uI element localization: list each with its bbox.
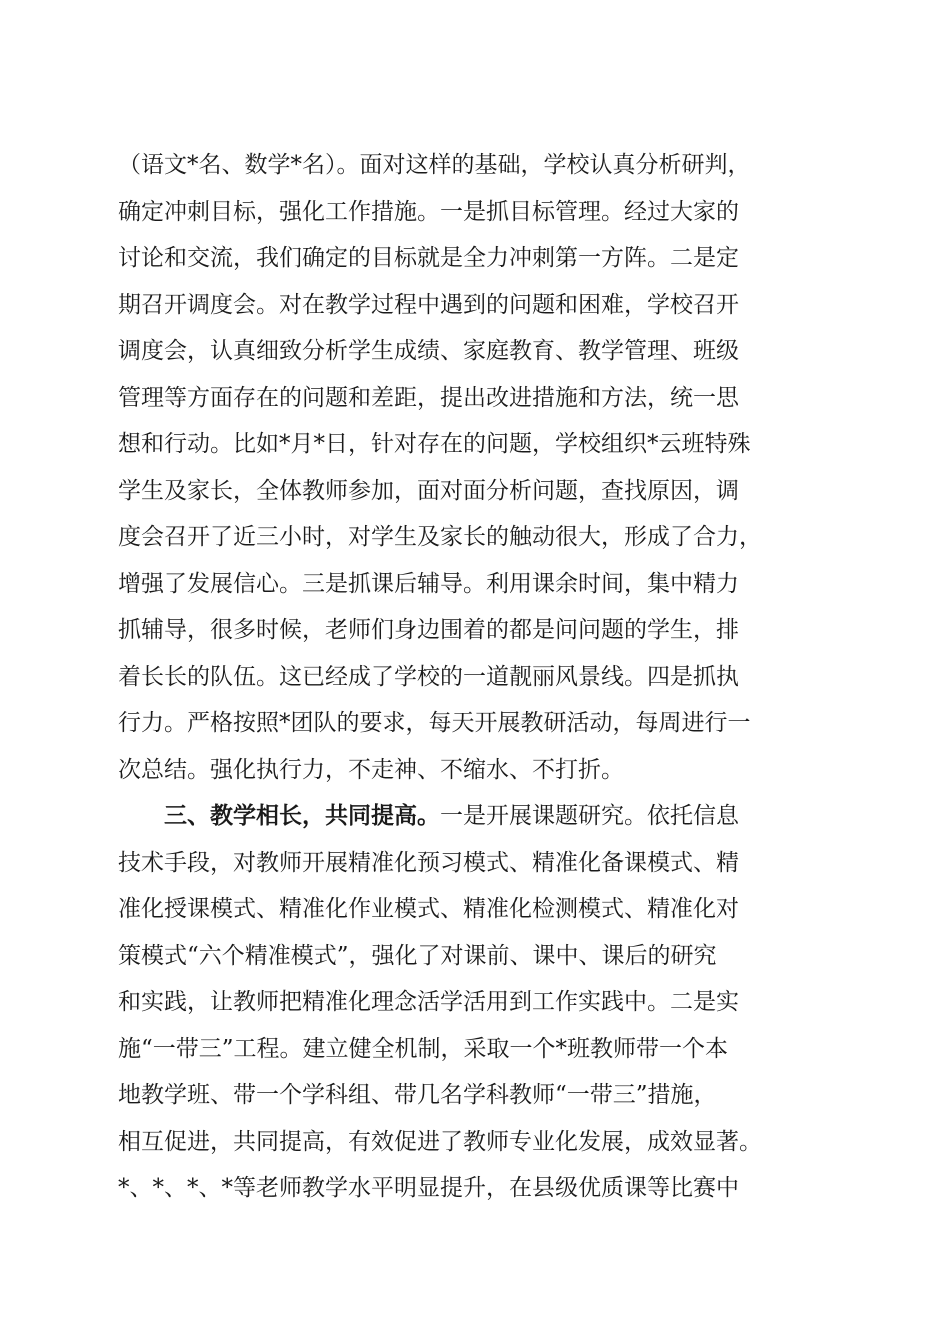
text-line: 管理等方面存在的问题和差距，提出改进措施和方法，统一思 xyxy=(118,384,739,411)
text-line: 相互促进，共同提高，有效促进了教师专业化发展，成效显著。 xyxy=(118,1128,762,1155)
text-line: 想和行动。比如*月*日，针对存在的问题，学校组织*云班特殊 xyxy=(118,431,751,457)
text-line: 行力。严格按照*团队的要求，每天开展教研活动，每周进行一 xyxy=(118,710,751,736)
text-line: 学生及家长，全体教师参加，面对面分析问题，查找原因，调 xyxy=(118,477,739,504)
text-line: 增强了发展信心。三是抓课后辅导。利用课余时间，集中精力 xyxy=(118,570,739,597)
text-line: （语文*名、数学*名）。面对这样的基础，学校认真分析研判， xyxy=(118,152,751,178)
text-line: 技术手段，对教师开展精准化预习模式、精准化备课模式、精 xyxy=(118,849,739,876)
text-line: *、*、*、*等老师教学水平明显提升，在县级优质课等比赛中 xyxy=(118,1175,739,1201)
text-line: 次总结。强化执行力，不走神、不缩水、不打折。 xyxy=(118,756,624,783)
section-heading: 三、教学相长，共同提高。 xyxy=(164,803,440,829)
text-line: 期召开调度会。对在教学过程中遇到的问题和困难，学校召开 xyxy=(118,291,739,318)
text-line: 度会召开了近三小时，对学生及家长的触动很大，形成了合力， xyxy=(118,524,762,550)
document-body xyxy=(118,142,838,1212)
text-line: 和实践，让教师把精准化理念活学活用到工作实践中。二是实 xyxy=(118,989,739,1015)
text-line: 施“一带三”工程。建立健全机制，采取一个*班教师带一个本 xyxy=(118,1035,729,1062)
text-line: 策模式“六个精准模式”，强化了对课前、课中、课后的研究 xyxy=(118,942,717,969)
text-line: 地教学班、带一个学科组、带几名学科教师“一带三”措施， xyxy=(118,1082,717,1108)
text-line: 讨论和交流，我们确定的目标就是全力冲刺第一方阵。二是定 xyxy=(118,245,739,271)
section-3-first-line-text: 一是开展课题研究。依托信息 xyxy=(440,803,739,829)
text-line: 着长长的队伍。这已经成了学校的一道靓丽风景线。四是抓执 xyxy=(118,663,739,690)
text-line: 确定冲刺目标，强化工作措施。一是抓目标管理。经过大家的 xyxy=(118,198,739,225)
text-line: 准化授课模式、精准化作业模式、精准化检测模式、精准化对 xyxy=(118,896,739,922)
text-line: 调度会，认真细致分析学生成绩、家庭教育、教学管理、班级 xyxy=(118,338,739,364)
section-3-first-line xyxy=(118,793,838,840)
section-3 xyxy=(118,793,838,1212)
paragraph-1 xyxy=(118,142,838,793)
text-line: 抓辅导，很多时候，老师们身边围着的都是问问题的学生，排 xyxy=(118,617,739,643)
